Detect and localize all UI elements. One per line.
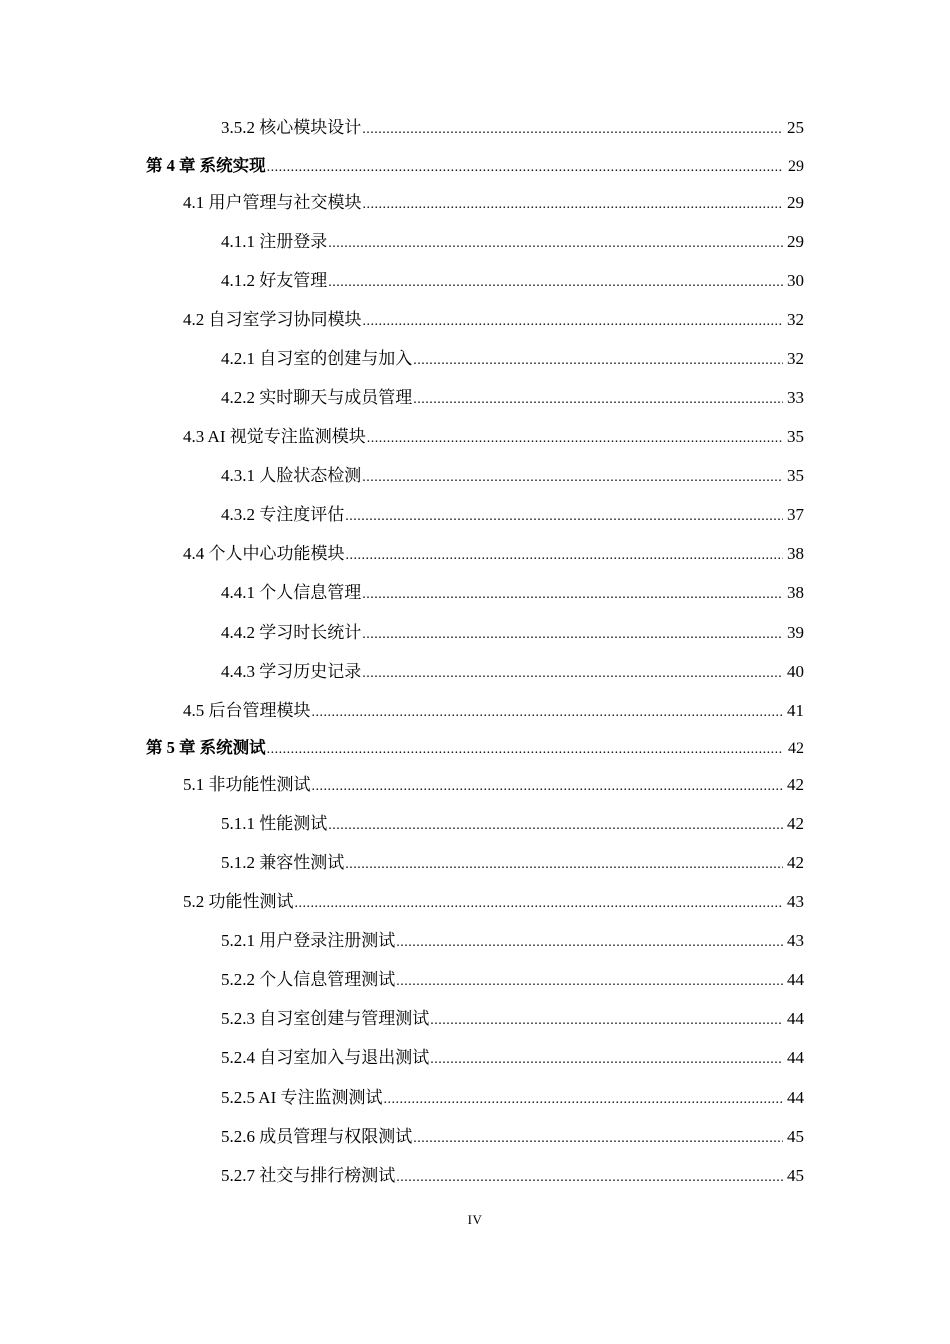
toc-entry-page-number: 44 bbox=[787, 1009, 804, 1028]
toc-entry-level-2[interactable] bbox=[183, 308, 804, 332]
toc-entry-level-3[interactable] bbox=[221, 812, 804, 836]
toc-dot-leader bbox=[413, 349, 783, 373]
toc-dot-leader bbox=[312, 701, 784, 725]
toc-entry-label: 4.3.1 人脸状态检测 bbox=[221, 466, 362, 485]
toc-entry-label: 5.1.1 性能测试 bbox=[221, 814, 328, 833]
toc-entry-level-3[interactable] bbox=[221, 660, 804, 684]
toc-entry-page-number: 38 bbox=[787, 583, 804, 602]
toc-entry-page-number: 32 bbox=[787, 349, 804, 368]
toc-entry-level-3[interactable] bbox=[221, 1125, 804, 1149]
toc-entry-label: 4.4.3 学习历史记录 bbox=[221, 662, 362, 681]
toc-entry-level-2[interactable] bbox=[183, 425, 804, 449]
toc-entry-label: 5.2.7 社交与排行榜测试 bbox=[221, 1166, 396, 1185]
toc-entry-page-number: 29 bbox=[787, 193, 804, 212]
toc-entry-page-number: 29 bbox=[787, 232, 804, 251]
toc-entry-label: 4.1.2 好友管理 bbox=[221, 271, 328, 290]
toc-entry-level-1[interactable] bbox=[146, 736, 804, 760]
toc-entry-label: 4.3.2 专注度评估 bbox=[221, 505, 345, 524]
toc-entry-label: 4.1.1 注册登录 bbox=[221, 232, 328, 251]
toc-entry-page-number: 25 bbox=[787, 118, 804, 137]
toc-entry-label: 5.2 功能性测试 bbox=[183, 892, 294, 911]
toc-entry-label: 4.2 自习室学习协同模块 bbox=[183, 310, 362, 329]
toc-entry-label: 5.2.2 个人信息管理测试 bbox=[221, 970, 396, 989]
toc-dot-leader bbox=[430, 1048, 783, 1072]
toc-dot-leader bbox=[267, 156, 783, 180]
toc-entry-level-2[interactable] bbox=[183, 890, 804, 914]
toc-entry-label: 4.3 AI 视觉专注监测模块 bbox=[183, 427, 366, 446]
toc-entry-level-3[interactable] bbox=[221, 851, 804, 875]
toc-entry-level-3[interactable] bbox=[221, 116, 804, 140]
toc-entry-label: 5.2.5 AI 专注监测测试 bbox=[221, 1088, 383, 1107]
toc-dot-leader bbox=[362, 662, 783, 686]
toc-entry-level-2[interactable] bbox=[183, 773, 804, 797]
toc-dot-leader bbox=[413, 1127, 783, 1151]
toc-entry-level-3[interactable] bbox=[221, 386, 804, 410]
toc-dot-leader bbox=[328, 814, 783, 838]
toc-dot-leader bbox=[363, 310, 784, 334]
toc-entry-label: 4.5 后台管理模块 bbox=[183, 701, 311, 720]
toc-entry-label: 4.2.2 实时聊天与成员管理 bbox=[221, 388, 413, 407]
toc-entry-label: 4.4.1 个人信息管理 bbox=[221, 583, 362, 602]
toc-entry-page-number: 29 bbox=[788, 158, 804, 175]
toc-entry-level-2[interactable] bbox=[183, 191, 804, 215]
footer-page-number: IV bbox=[467, 1212, 483, 1227]
toc-entry-level-3[interactable] bbox=[221, 1164, 804, 1188]
toc-entry-level-3[interactable] bbox=[221, 1046, 804, 1070]
toc-entry-page-number: 38 bbox=[787, 544, 804, 563]
toc-entry-page-number: 32 bbox=[787, 310, 804, 329]
toc-dot-leader bbox=[362, 466, 783, 490]
toc-entry-label: 5.1 非功能性测试 bbox=[183, 775, 311, 794]
toc-entry-page-number: 44 bbox=[787, 970, 804, 989]
toc-entry-page-number: 37 bbox=[787, 505, 804, 524]
toc-dot-leader bbox=[328, 232, 783, 256]
toc-entry-page-number: 35 bbox=[787, 427, 804, 446]
toc-entry-level-3[interactable] bbox=[221, 929, 804, 953]
toc-entry-label: 4.4 个人中心功能模块 bbox=[183, 544, 345, 563]
toc-entry-label: 5.2.6 成员管理与权限测试 bbox=[221, 1127, 413, 1146]
toc-entry-level-3[interactable] bbox=[221, 621, 804, 645]
toc-entry-label: 第 4 章 系统实现 bbox=[146, 156, 266, 175]
toc-dot-leader bbox=[430, 1009, 783, 1033]
toc-dot-leader bbox=[346, 544, 784, 568]
toc-entry-level-3[interactable] bbox=[221, 1007, 804, 1031]
toc-entry-page-number: 45 bbox=[787, 1127, 804, 1146]
toc-entry-level-2[interactable] bbox=[183, 699, 804, 723]
toc-entry-level-3[interactable] bbox=[221, 968, 804, 992]
toc-entry-label: 3.5.2 核心模块设计 bbox=[221, 118, 362, 137]
toc-entry-page-number: 35 bbox=[787, 466, 804, 485]
toc-entry-level-3[interactable] bbox=[221, 503, 804, 527]
toc-entry-level-3[interactable] bbox=[221, 347, 804, 371]
toc-entry-level-1[interactable] bbox=[146, 154, 804, 178]
toc-entry-page-number: 41 bbox=[787, 701, 804, 720]
toc-dot-leader bbox=[396, 1166, 783, 1190]
toc-entry-page-number: 42 bbox=[787, 814, 804, 833]
toc-entry-level-3[interactable] bbox=[221, 230, 804, 254]
toc-entry-page-number: 30 bbox=[787, 271, 804, 290]
toc-entry-page-number: 33 bbox=[787, 388, 804, 407]
toc-dot-leader bbox=[345, 505, 783, 529]
toc-entry-level-2[interactable] bbox=[183, 542, 804, 566]
toc-dot-leader bbox=[295, 892, 784, 916]
toc-entry-label: 第 5 章 系统测试 bbox=[146, 738, 266, 757]
toc-entry-page-number: 42 bbox=[787, 775, 804, 794]
toc-entry-level-3[interactable] bbox=[221, 1086, 804, 1110]
toc-dot-leader bbox=[384, 1088, 784, 1112]
toc-dot-leader bbox=[362, 623, 783, 647]
toc-dot-leader bbox=[328, 271, 783, 295]
toc-entry-label: 4.2.1 自习室的创建与加入 bbox=[221, 349, 413, 368]
toc-entry-page-number: 44 bbox=[787, 1088, 804, 1107]
toc-entry-level-3[interactable] bbox=[221, 581, 804, 605]
toc-entry-page-number: 39 bbox=[787, 623, 804, 642]
toc-entry-label: 5.2.1 用户登录注册测试 bbox=[221, 931, 396, 950]
toc-entry-page-number: 40 bbox=[787, 662, 804, 681]
toc-dot-leader bbox=[396, 931, 783, 955]
toc-entry-page-number: 43 bbox=[787, 892, 804, 911]
toc-entry-label: 5.2.4 自习室加入与退出测试 bbox=[221, 1048, 430, 1067]
toc-entry-label: 5.2.3 自习室创建与管理测试 bbox=[221, 1009, 430, 1028]
toc-entry-page-number: 42 bbox=[788, 740, 804, 757]
toc-dot-leader bbox=[362, 583, 783, 607]
toc-entry-page-number: 42 bbox=[787, 853, 804, 872]
toc-entry-level-3[interactable] bbox=[221, 464, 804, 488]
toc-dot-leader bbox=[312, 775, 784, 799]
toc-entry-label: 5.1.2 兼容性测试 bbox=[221, 853, 345, 872]
toc-dot-leader bbox=[367, 427, 783, 451]
toc-entry-label: 4.4.2 学习时长统计 bbox=[221, 623, 362, 642]
toc-entry-level-3[interactable] bbox=[221, 269, 804, 293]
toc-dot-leader bbox=[345, 853, 783, 877]
toc-entry-page-number: 43 bbox=[787, 931, 804, 950]
toc-dot-leader bbox=[267, 738, 783, 762]
toc-dot-leader bbox=[396, 970, 783, 994]
toc-dot-leader bbox=[413, 388, 783, 412]
toc-entry-page-number: 45 bbox=[787, 1166, 804, 1185]
toc-dot-leader bbox=[363, 193, 784, 217]
toc-entry-page-number: 44 bbox=[787, 1048, 804, 1067]
toc-dot-leader bbox=[362, 118, 783, 142]
toc-entry-label: 4.1 用户管理与社交模块 bbox=[183, 193, 362, 212]
